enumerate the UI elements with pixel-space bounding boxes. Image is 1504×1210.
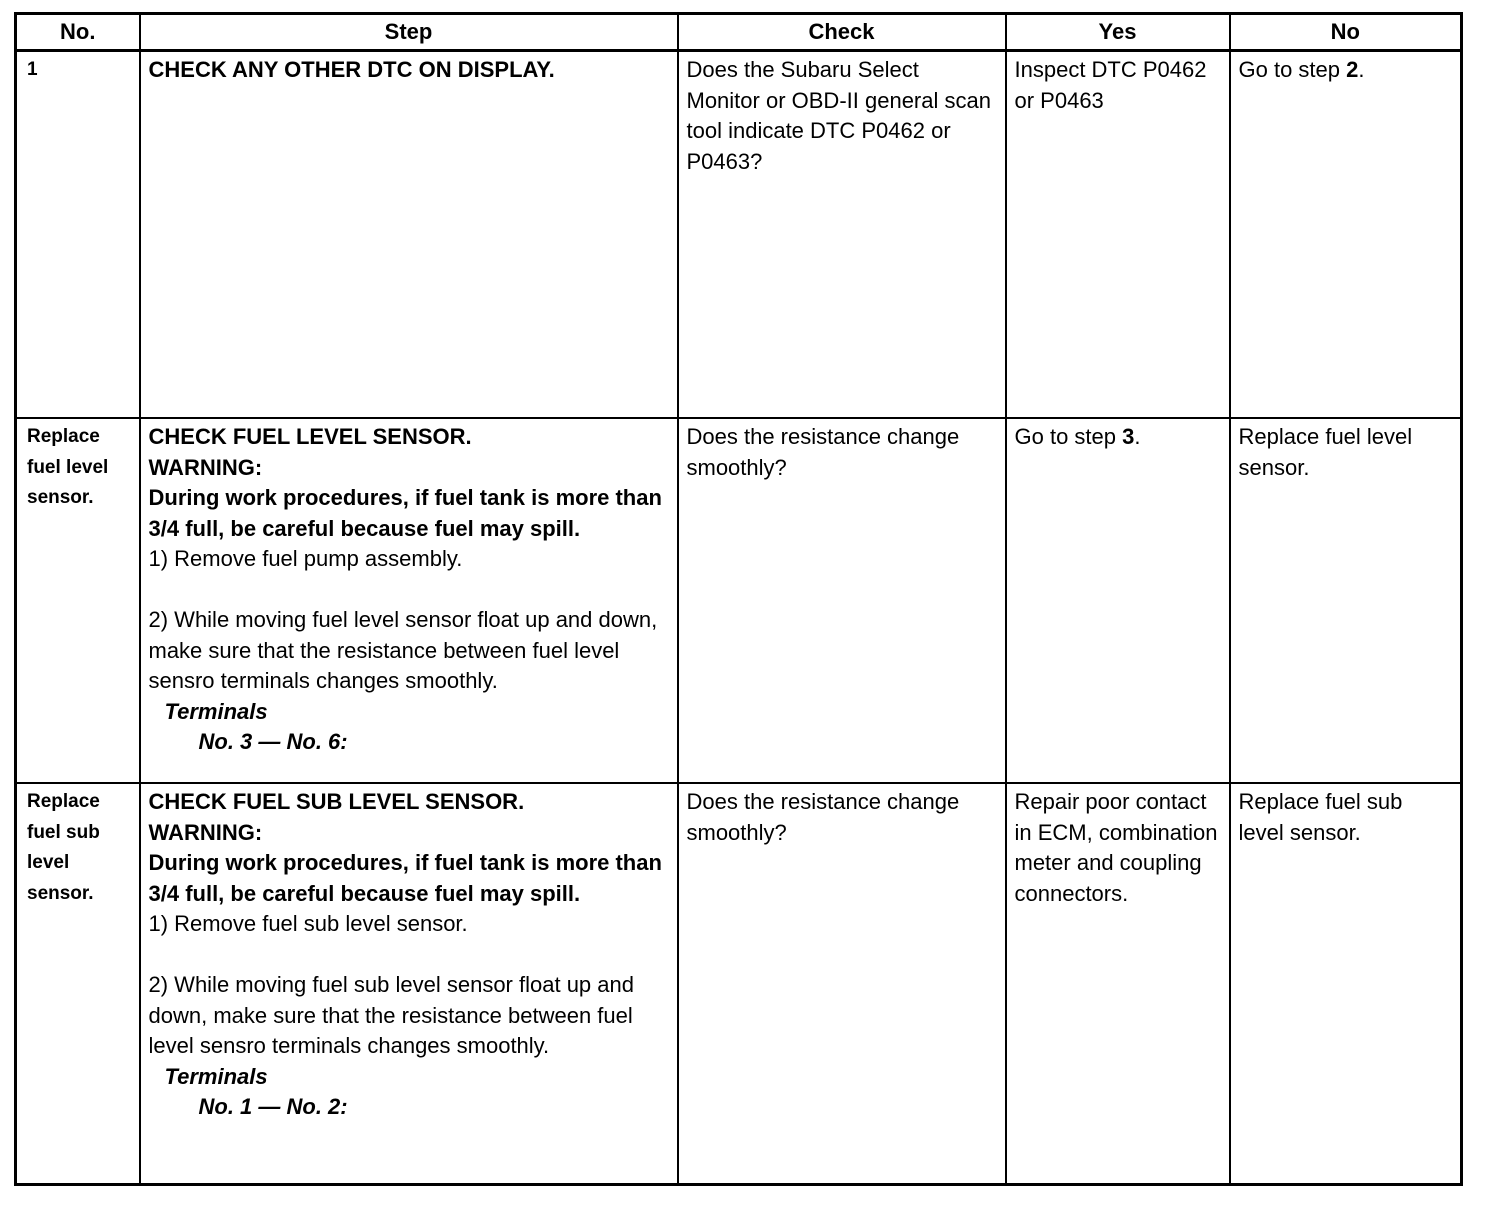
header-step: Step [140,14,678,51]
instruction-2: 2) While moving fuel sub level sensor float up and down, make sure that the resistance between fuel level sensro terminals changes smoothly. [148,972,634,1058]
warning-text: During work procedures, if fuel tank is more than 3/4 full, be careful because fuel may spill. [148,485,662,541]
terminals-label: Terminals [164,1063,268,1089]
header-no-result: No [1230,14,1462,51]
step-ref: 2 [1346,57,1359,82]
header-check: Check [678,14,1006,51]
spacer [149,575,669,606]
yes-cell: Repair poor contact in ECM, combination meter and coupling connectors. [1006,783,1230,1185]
instruction-1: 1) Remove fuel pump assembly. [148,546,463,571]
step-title: CHECK FUEL SUB LEVEL SENSOR. [148,789,525,814]
warning-label: WARNING: [148,819,263,845]
header-row [16,14,1462,51]
yes-cell [1006,418,1230,783]
header-yes: Yes [1006,14,1230,51]
step-cell [140,783,678,1185]
warning-text: During work procedures, if fuel tank is more than 3/4 full, be careful because fuel may spill. [148,850,662,906]
step-ref: 3 [1122,424,1135,449]
no-cell: Replace fuel level sensor. [1230,418,1462,783]
step-cell [140,418,678,783]
terminals-value: No. 1 — No. 2: [198,1094,348,1119]
table-row [16,51,1462,419]
no-text: Go to step [1238,57,1347,82]
step-number: Replace fuel level sensor. [16,418,140,783]
spacer [149,940,669,971]
yes-suffix: . [1134,424,1141,449]
terminals-label: Terminals [164,698,268,724]
terminals-value: No. 3 — No. 6: [198,729,348,754]
diagnostic-table [14,12,1463,1186]
step-number: 1 [16,51,140,419]
instruction-1: 1) Remove fuel sub level sensor. [148,911,468,936]
no-suffix: . [1358,57,1365,82]
header-no: No. [16,14,140,51]
check-cell: Does the Subaru Select Monitor or OBD-II general scan tool indicate DTC P0462 or P0463? [678,51,1006,419]
yes-text: Go to step [1014,424,1123,449]
step-title: CHECK FUEL LEVEL SENSOR. [148,424,472,449]
table-row [16,418,1462,783]
step-cell [140,51,678,419]
yes-cell: Inspect DTC P0462 or P0463 [1006,51,1230,419]
table-row [16,783,1462,1185]
check-cell: Does the resistance change smoothly? [678,783,1006,1185]
no-cell: Replace fuel sub level sensor. [1230,783,1462,1185]
check-cell: Does the resistance change smoothly? [678,418,1006,783]
no-cell [1230,51,1462,419]
step-title: CHECK ANY OTHER DTC ON DISPLAY. [148,57,555,82]
step-number: Replace fuel sub level sensor. [16,783,140,1185]
warning-label: WARNING: [148,454,263,480]
instruction-2: 2) While moving fuel level sensor float up and down, make sure that the resistance between fuel level sensro terminals changes smoothly. [148,607,658,693]
